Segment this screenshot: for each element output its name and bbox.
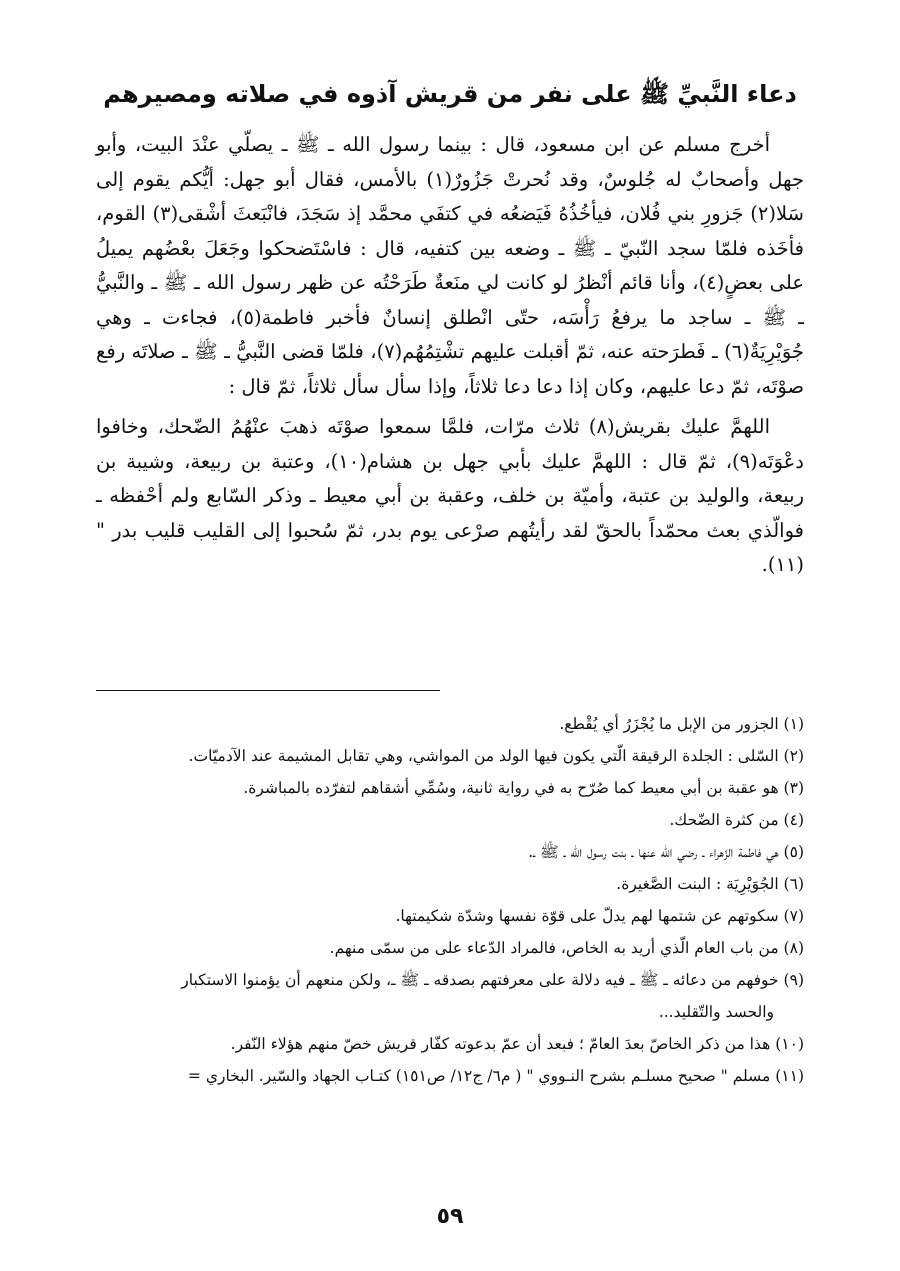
paragraph-2: اللهمَّ عليك بقريش(٨) ثلاث مرّات، فلمَّا سمعوا صوْتَه ذهبَ عنْهُمُ الضّحك، وخافوا دعْوَتَه(٩)، ثمّ قال : اللهمَّ عليك بأبي جهل بن هشام(١٠)، وعتبة بن ربيعة، وشيبة بن ربيعة، والوليد بن عتبة، وأميّة بن خلف، وعقبة بن أبي معيط ـ وذكر السّابع ولم أحْفظه ـ فوالّذي بعث محمّداً بالحقّ لقد رأيتُهم صرْعى يوم بدر، ثمّ سُحبوا إلى القليب قليب بدر "(١١).: [96, 415, 804, 576]
footnote-6: (٦) الجُوَيْرِيَة : البنت الصَّغيرة.: [616, 875, 804, 893]
footnotes: [96, 708, 804, 1092]
footnote-3: (٣) هو عقبة بن أبي معيط كما صُرّح به في رواية ثانية، وسُمِّي أشقاهم لتفرّده بالمباشرة.: [243, 779, 804, 797]
footnote-1: (١) الجزور من الإبل ما يُجْزَرُ أي يُقْطع.: [559, 715, 804, 733]
footnote-9-continuation: والحسد والتّقليد...: [658, 1003, 774, 1021]
footnote-7: (٧) سكوتهم عن شتمها لهم يدلّ على قوّة نفسها وشدّة شكيمتها.: [395, 907, 804, 925]
paragraph-1: أخرج مسلم عن ابن مسعود، قال : بينما رسول الله ـ ﷺ ـ يصلّي عنْدَ البيت، وأبو جهل وأصحابٌ له جُلوسٌ، وقد نُحرتْ جَزُورٌ(١) بالأمس، فقال أبو جهل: أيُّكم يقوم إلى سَلا(٢) جَزورِ بني فُلان، فيأخُذُهُ فَيَضعُه في كتفَي محمَّد إذ سَجَدَ، فانْبَعثَ أشْقى(٣) القوم، فأخَذه فلمّا سجد النّبيّ ـ ﷺ ـ وضعه بين كتفيه، قال : فاسْتَضحكوا وجَعَلَ بعْضُهم يميلُ على بعضٍ(٤)، وأنا قائم أنْظرُ لو كانت لي منَعةٌ طَرَحْتُه عن ظهر رسول الله ـ ﷺ ـ والنَّبيُّ ـ ﷺ ـ ساجد ما يرفعُ رَأْسَه، حتّى انْطلق إنسانٌ فأخبر فاطمة(٥)، فجاءت ـ وهي جُوَيْرِيَةٌ(٦) ـ فَطرَحته عنه، ثمّ أقبلت عليهم تشْتِمُهُم(٧)، فلمّا قضى النَّبيُّ ـ ﷺ ـ صلاتَه رفع صوْتَه، ثمّ دعا عليهم، وكان إذا دعا دعا ثلاثاً، وإذا سأل سأل ثلاثاً، ثمّ قال :: [96, 133, 805, 398]
footnote-separator: [96, 690, 440, 691]
footnote-5: (٥) هي فاطمة الزّهراء ـ رضي الله عنها ـ بنت رسول الله ـ ﷺ ـ.: [528, 843, 804, 861]
main-text: [96, 128, 804, 583]
footnote-10: (١٠) هذا من ذكر الخاصّ بعدَ العامّ ؛ فبعد أن عمّ بدعوته كفّار قريش خصّ منهم هؤلاء النّفر.: [230, 1035, 804, 1053]
footnote-2: (٢) السّلى : الجلدة الرقيقة الّتي يكون فيها الولد من المواشي، وهي تقابل المشيمة عند الآدميّات.: [188, 747, 804, 765]
footnote-8: (٨) من باب العام الّذي أريد به الخاص، فالمراد الدّعاء على من سمّى منهم.: [329, 939, 804, 957]
footnote-4: (٤) من كثرة الضّحك.: [669, 811, 804, 829]
page-title: دعاء النَّبيِّ ﷺ على نفر من قريش آذوه في صلاته ومصيرهم: [103, 80, 797, 108]
footnote-9: (٩) خوفهم من دعائه ـ ﷺ ـ فيه دلالة على معرفتهم بصدقه ـ ﷺ ـ، ولكن منعهم أن يؤمنوا الاستكبار: [181, 971, 804, 989]
page-number: ٥٩: [436, 1204, 464, 1229]
footnote-11: (١١) مسلم " صحيح مسلـم بشرح النـووي " ( م٦/ ج١٢/ ص١٥١) كتـاب الجهاد والسّير. البخاري =: [187, 1067, 804, 1085]
